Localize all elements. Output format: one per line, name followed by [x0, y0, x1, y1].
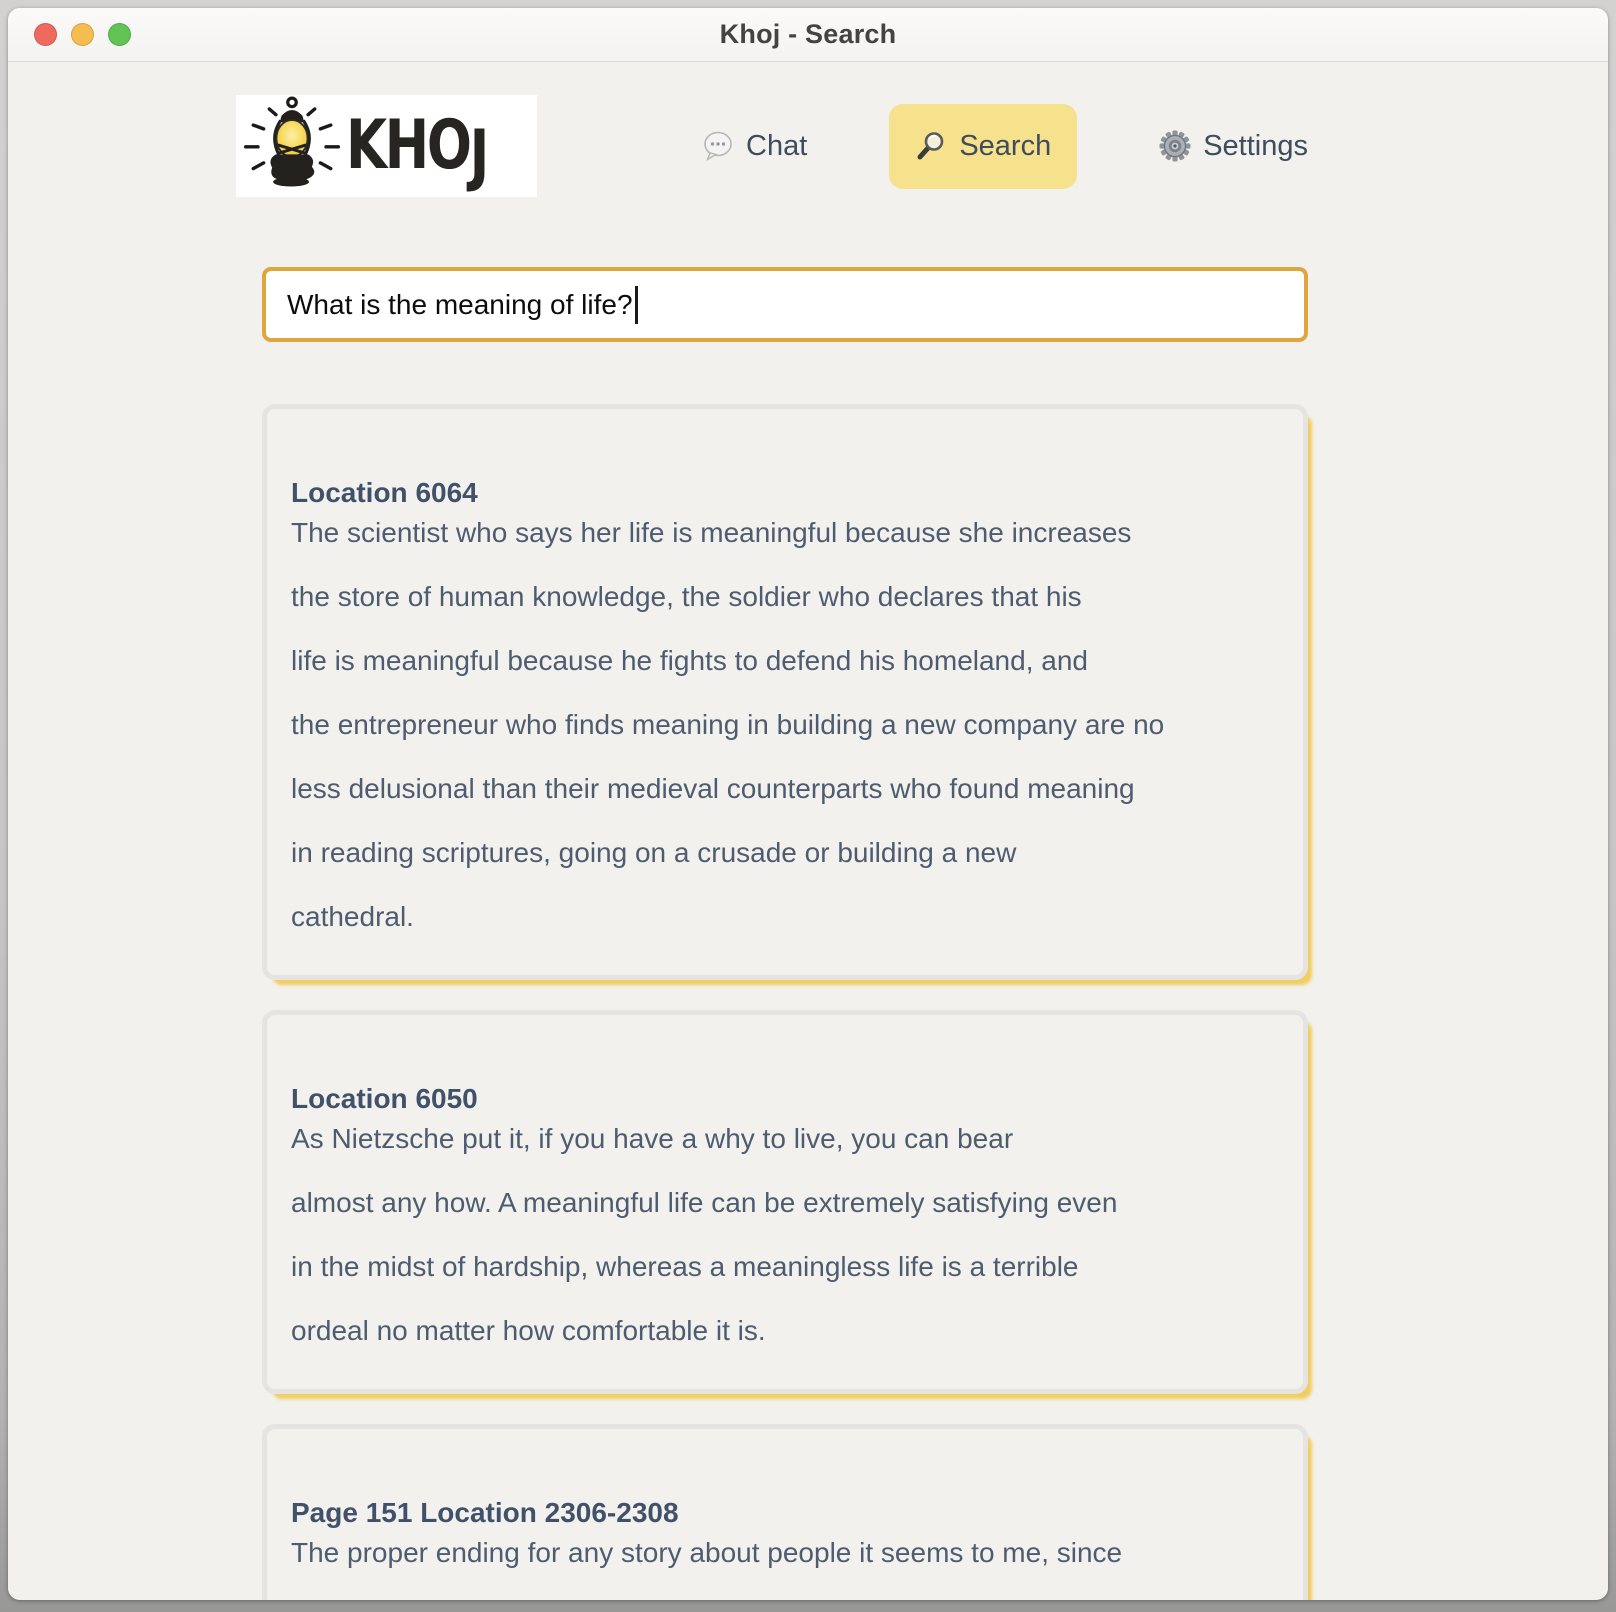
titlebar [8, 8, 1608, 62]
result-text-line: The proper ending for any story about people it seems to me, since [291, 1537, 1123, 1568]
magnifier-icon [915, 130, 947, 162]
text-caret [635, 286, 638, 324]
search-result-card[interactable] [262, 1010, 1308, 1394]
search-input[interactable] [262, 267, 1308, 342]
result-text-line: in reading scriptures, going on a crusade or building a new [291, 837, 1017, 868]
speech-bubble-icon [702, 130, 734, 162]
result-text-line: cathedral. [291, 901, 414, 932]
result-text-line: the store of human knowledge, the soldier who declares that his [291, 581, 1082, 612]
result-location-title: Location 6064 [291, 477, 478, 508]
nav-item-label: Chat [746, 129, 808, 162]
search-result-card[interactable] [262, 1424, 1308, 1600]
result-text-line: ordeal no matter how comfortable it is. [291, 1315, 766, 1346]
app-window [8, 8, 1608, 1600]
close-window-button[interactable] [34, 23, 57, 46]
zoom-window-button[interactable] [108, 23, 131, 46]
nav-item-settings[interactable] [1147, 104, 1320, 189]
search-input-value: What is the meaning of life? [287, 288, 633, 320]
main-nav [690, 104, 1320, 189]
results-list [262, 404, 1316, 1600]
app-header [236, 95, 1320, 197]
result-text-line: life is meaningful because he fights to defend his homeland, and [291, 645, 1088, 676]
khoj-logo [236, 95, 537, 197]
gear-icon [1159, 130, 1191, 162]
nav-item-chat[interactable] [690, 104, 819, 189]
result-text-line: the entrepreneur who finds meaning in building a new company are no [291, 709, 1165, 740]
minimize-window-button[interactable] [71, 23, 94, 46]
traffic-lights [34, 8, 131, 61]
search-result-card[interactable] [262, 404, 1308, 980]
search-section [262, 267, 1316, 342]
lantern-icon [240, 92, 344, 201]
result-text-line: in the midst of hardship, whereas a meaningless life is a terrible [291, 1251, 1079, 1282]
window-title: Khoj - Search [719, 19, 897, 49]
nav-item-label: Search [959, 129, 1052, 162]
result-text-line: almost any how. A meaningful life can be extremely satisfying even [291, 1187, 1118, 1218]
result-location-title: Page 151 Location 2306-2308 [291, 1497, 679, 1528]
result-text-line: The scientist who says her life is meaningful because she increases [291, 517, 1132, 548]
nav-item-search[interactable] [889, 104, 1077, 189]
nav-item-label: Settings [1203, 129, 1308, 162]
result-location-title: Location 6050 [291, 1083, 478, 1114]
result-text-line: As Nietzsche put it, if you have a why to live, you can bear [291, 1123, 1014, 1154]
result-text-line: less delusional than their medieval counterparts who found meaning [291, 773, 1135, 804]
brand-wordmark: K H O J [346, 106, 487, 195]
